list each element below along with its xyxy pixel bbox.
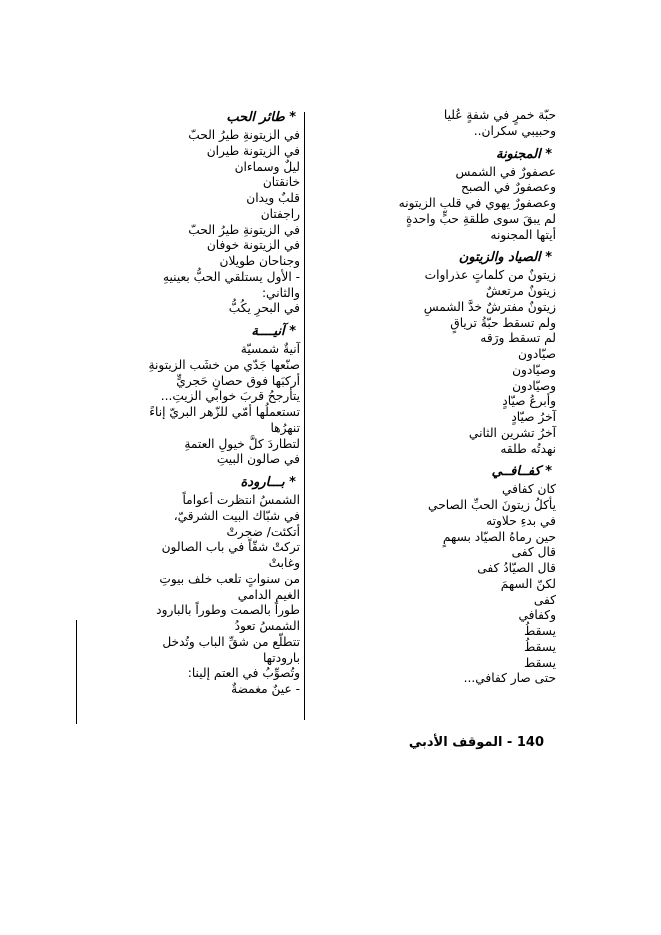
- right-poem-title: * المجنونة: [495, 146, 552, 162]
- right-verse-line: قال الصيّادُ كفى: [477, 561, 556, 575]
- left-verse-line: لتطاردَ كلَّ خيولِ العتمةِ: [184, 436, 300, 451]
- left-verse-line: راجفتان: [260, 206, 300, 221]
- right-verse-line: وأبرعُ صيّادٍ: [502, 394, 556, 409]
- left-verse-line: في شبّاك البيت الشرقيّ،: [173, 508, 300, 523]
- right-verse-line: وحبيبي سكران..: [473, 123, 556, 138]
- right-verse-line: زيتونٌ مفترشٌ خدَّ الشمسِ: [423, 299, 556, 314]
- right-verse-line: زيتونٌ مرتعشٌ: [485, 284, 556, 298]
- left-column: [100, 108, 300, 698]
- right-verse-line: نهدتُه طلقه: [500, 441, 556, 456]
- left-verse-line: في البحرِ يكُبُّ: [228, 301, 300, 316]
- right-verse-line: ولم تسقط حبّةُ ترياقٍ: [450, 315, 556, 330]
- right-verse-line: يسقطُ: [524, 639, 556, 654]
- right-verse-line: زيتونٌ من كلماتٍ عذراوات: [424, 268, 556, 283]
- left-verse-line: صنّعها جَدّي من خشَب الزيتونةِ: [148, 357, 300, 372]
- right-verse-line: وعصفورٌ يهوي في قلب الزيتونه: [398, 196, 556, 210]
- left-verse-line: وتُصوِّبُ في العتم إلينا:: [187, 666, 300, 681]
- left-verse-line: في صالون البيتِ: [216, 452, 300, 467]
- page-footer: 140 - الموقف الأدبي: [408, 735, 544, 750]
- left-poem-title: * بـــارودة: [240, 475, 296, 490]
- left-verse-line: تستعملُها أمّي للزّهر البريّ إناءً: [149, 405, 300, 419]
- right-column: [388, 108, 556, 687]
- right-verse-line: كفى: [533, 592, 556, 607]
- left-verse-line: طوراً بالصمت وطوراً بالبارود: [156, 603, 300, 618]
- right-verse-line: في بدءِ حلاوته: [486, 513, 556, 528]
- left-poem-title: * آنيــــة: [251, 324, 296, 339]
- left-verse-line: من سنواتٍ تلعب خلف بيوتِ: [159, 571, 300, 586]
- right-verse-line: يأكلُ زيتونَ الحبِّ الصاحي: [428, 498, 556, 512]
- left-verse-line: آنيةٌ شمسيّة: [240, 342, 300, 356]
- column-divider: [304, 112, 305, 720]
- right-verse-line: وكفافي: [518, 608, 556, 623]
- left-verse-line: في الزيتونةِ طيرُ الحبّ: [188, 222, 300, 237]
- right-verse-line: قال كفى: [511, 545, 556, 560]
- right-verse-line: يسقطُ: [524, 624, 556, 638]
- left-verse-line: في الزيتونة خوفان: [206, 238, 300, 253]
- right-poem-title: * الصياد والزيتون: [458, 250, 552, 266]
- right-verse-line: حتى صار كفافي...: [463, 671, 556, 686]
- left-poem-title: * طائر الحب: [226, 110, 296, 125]
- left-verse-line: في الزيتونةِ طيرُ الحبّ: [188, 128, 300, 142]
- left-verse-line: في الزيتونة طيران: [206, 143, 300, 158]
- right-verse-line: آخرُ صيّادٍ: [511, 410, 556, 424]
- right-verse-line: آخرُ تشرين الثاني: [468, 425, 556, 440]
- left-verse-line: تتطلّع من شقِّ الباب وتُدخل: [162, 634, 300, 649]
- margin-line: [76, 620, 77, 724]
- right-verse-line: وصيّادون: [512, 362, 556, 377]
- right-verse-line: لكنّ السهمَ: [500, 576, 556, 591]
- left-verse-line: يتأرجحُ قربَ خوابي الزيتِ...: [160, 389, 300, 404]
- left-verse-line: خانقتان: [262, 175, 300, 190]
- left-verse-line: قلبٌ ويدان: [246, 191, 300, 205]
- left-verse-line: أركبَها فوق حصانٍ حَجريٍّ: [176, 373, 300, 388]
- right-verse-line: وعصفورٌ في الصبح: [460, 180, 556, 195]
- right-verse-line: لم تسقط ورَقه: [480, 331, 556, 346]
- right-verse-line: وصيّادون: [512, 378, 556, 393]
- right-verse-line: عصفورٌ في الشمس: [455, 164, 556, 179]
- right-verse-line: لم يبقَ سوى طلقةِ حبٍّ واحدةٍ: [406, 211, 556, 226]
- left-verse-line: الشمسُ انتظرت أعواماً: [182, 493, 300, 507]
- left-verse-line: الشمسُ تعودُ: [234, 619, 300, 633]
- left-verse-line: الغيم الدامي: [237, 587, 300, 602]
- right-poem-title: * كفــافــي: [491, 464, 552, 480]
- right-verse-line: يسقط: [524, 655, 556, 670]
- left-verse-line: أتكئت/ ضجرتْ: [226, 524, 300, 539]
- right-verse-line: حبّة خمرٍ في شفةٍ عُليا: [443, 108, 556, 122]
- left-verse-line: تنهرُها: [270, 420, 300, 435]
- right-verse-line: حين رماهُ الصيّاد بسهمٍ: [442, 529, 556, 544]
- left-verse-line: - الأول يستلقي الحبُّ بعينيهِ: [162, 269, 300, 284]
- left-verse-line: وغابتْ: [268, 556, 300, 570]
- right-verse-line: كان كفافي: [501, 482, 556, 497]
- right-verse-line: أيتها المجنونه: [490, 227, 556, 242]
- left-verse-line: ليلٌ وسماءان: [234, 159, 300, 174]
- left-verse-line: وجناحان طويلان: [219, 254, 300, 268]
- left-verse-line: والثاني:: [261, 285, 300, 300]
- right-verse-line: صيّادون: [517, 347, 556, 361]
- left-verse-line: - عينٌ مغمضةٌ: [231, 682, 300, 696]
- left-verse-line: تركتْ شقّاً في باب الصالون: [161, 540, 300, 555]
- left-verse-line: بارودتها: [262, 650, 300, 665]
